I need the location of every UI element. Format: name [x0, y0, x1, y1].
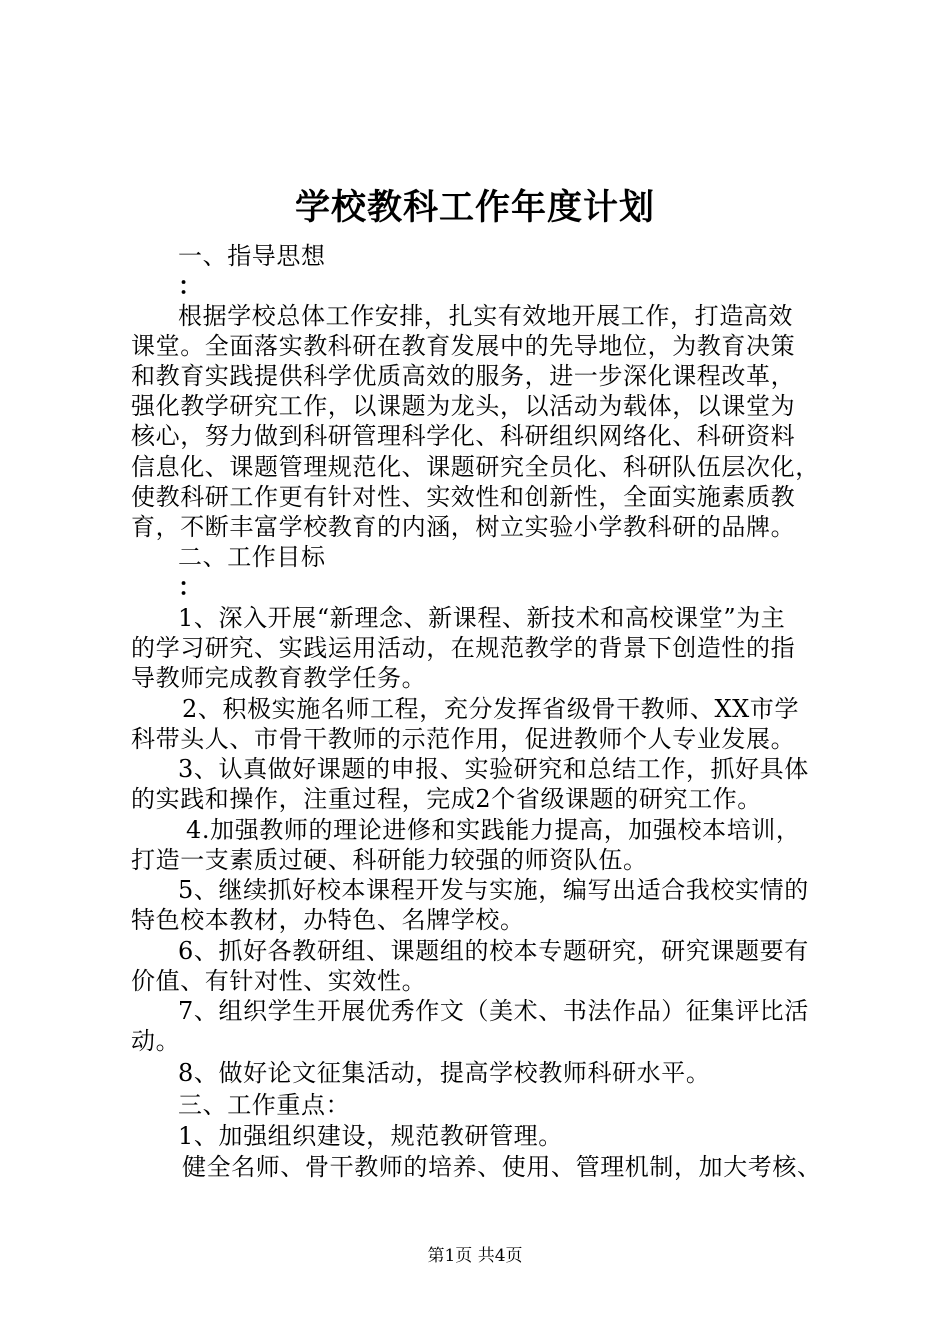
paragraph-line: 价值、有针对性、实效性。	[131, 967, 427, 995]
goal-item-3: 3、认真做好课题的申报、实验研究和总结工作，抓好具体	[178, 755, 809, 783]
goal-item-5: 5、继续抓好校本课程开发与实施，编写出适合我校实情的	[178, 876, 809, 904]
focus-item-1: 1、加强组织建设，规范教研管理。	[178, 1122, 563, 1150]
goal-item-1: 1、深入开展“新理念、新课程、新技术和高校课堂”为主	[178, 604, 786, 632]
section-heading-guiding-ideology: 一、指导思想	[178, 242, 326, 270]
paragraph-line: 课堂。全面落实教科研在教育发展中的先导地位，为教育决策	[131, 332, 796, 360]
paragraph-line: 导教师完成教育教学任务。	[131, 664, 427, 692]
paragraph-line: 特色校本教材，办特色、名牌学校。	[131, 906, 525, 934]
paragraph-line: 强化教学研究工作，以课题为龙头，以活动为载体，以课堂为	[131, 392, 796, 420]
goal-item-4: 4.加强教师的理论进修和实践能力提高，加强校本培训，	[186, 816, 801, 844]
goal-item-7: 7、组织学生开展优秀作文（美术、书法作品）征集评比活	[178, 997, 809, 1025]
paragraph-line: 使教科研工作更有针对性、实效性和创新性，全面实施素质教	[131, 483, 796, 511]
section-heading-work-goals: 二、工作目标	[178, 543, 326, 571]
paragraph-line: 根据学校总体工作安排，扎实有效地开展工作，打造高效	[178, 302, 793, 330]
paragraph-line: 的学习研究、实践运用活动，在规范教学的背景下创造性的指	[131, 634, 796, 662]
paragraph-line: 科带头人、市骨干教师的示范作用，促进教师个人专业发展。	[131, 725, 796, 753]
goal-item-8: 8、做好论文征集活动，提高学校教师科研水平。	[178, 1059, 711, 1087]
section-heading-work-focus: 三、工作重点：	[178, 1091, 351, 1119]
paragraph-line: 打造一支素质过硬、科研能力较强的师资队伍。	[131, 846, 648, 874]
paragraph-line: 和教育实践提供科学优质高效的服务，进一步深化课程改革，	[131, 362, 796, 390]
section-colon: ：	[178, 572, 203, 601]
paragraph-line: 信息化、课题管理规范化、课题研究全员化、科研队伍层次化，	[131, 453, 820, 481]
paragraph-line: 动。	[131, 1027, 181, 1055]
section-colon: ：	[178, 271, 203, 300]
document-title: 学校教科工作年度计划	[294, 188, 655, 228]
paragraph-line: 的实践和操作，注重过程，完成2个省级课题的研究工作。	[131, 785, 762, 813]
page-number-footer: 第1页 共4页	[427, 1246, 523, 1266]
paragraph-line: 健全名师、骨干教师的培养、使用、管理机制，加大考核、	[182, 1153, 822, 1181]
goal-item-2: 2、积极实施名师工程，充分发挥省级骨干教师、XX市学	[182, 695, 800, 723]
paragraph-line: 育，不断丰富学校教育的内涵，树立实验小学教科研的品牌。	[131, 513, 796, 541]
paragraph-line: 核心，努力做到科研管理科学化、科研组织网络化、科研资料	[131, 422, 796, 450]
goal-item-6: 6、抓好各教研组、课题组的校本专题研究，研究课题要有	[178, 937, 809, 965]
